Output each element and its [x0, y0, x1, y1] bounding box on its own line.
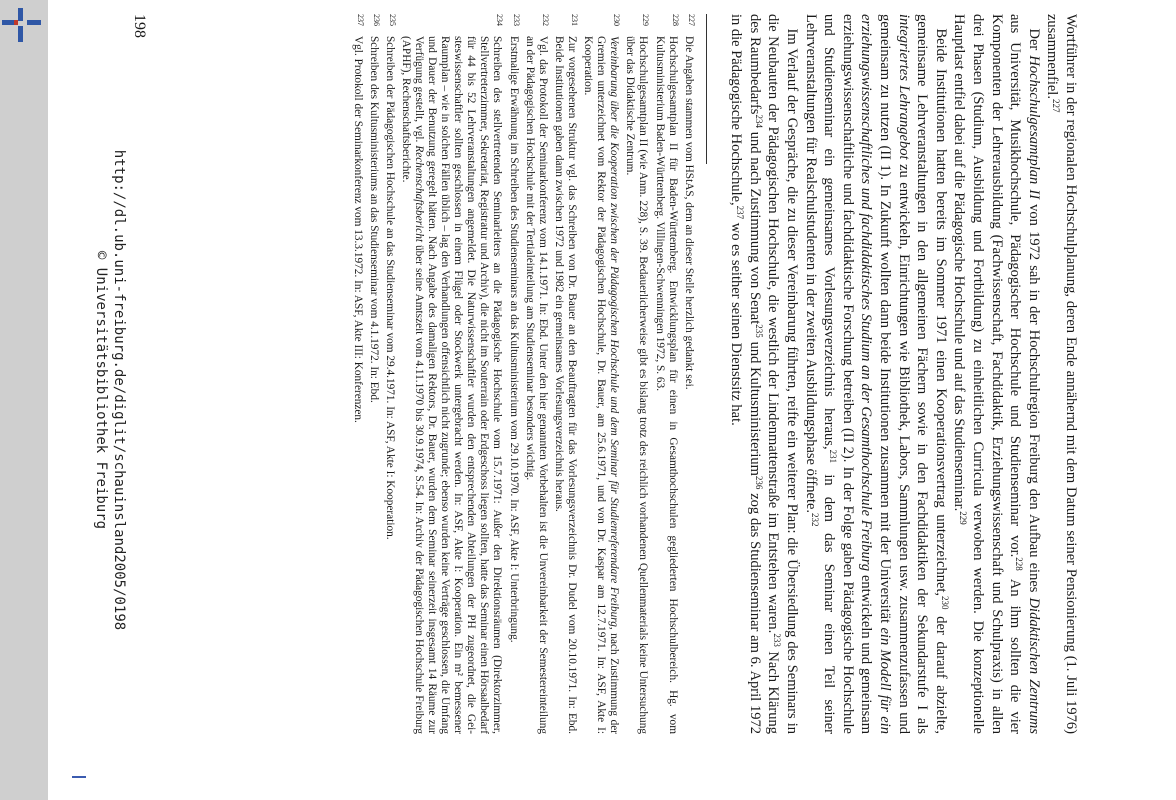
footnote-number: 230 [612, 14, 622, 26]
footnote-number: 232 [540, 14, 550, 26]
scanned-page [48, 0, 1176, 800]
text-run: Die Angaben stammen vom HStAS, dem an dieser Stelle herzlich gedankt sei. [682, 36, 695, 390]
footnote-number: 231 [569, 14, 579, 26]
text-run: Vgl. das Protokoll der Seminarkonferenz vom 14.1.1971. In: Ebd. Unter den hier genannten Vorbehalten ist die Unvereinbarkeit der Semestereinteilung an der Pädagogischen Hochschule mit der Tertialeinteilung am Studienseminar besonders wichtig. [523, 36, 549, 734]
body-text [727, 14, 1080, 734]
page-text [350, 14, 1080, 734]
footnote-ref: 231 [828, 449, 839, 464]
text-run: über seine Amtszeit vom 4.11.1970 bis 30.9.1974, S.54. In: Archiv der Pädagogischen Hochschule Freiburg (APHF), Rechenschaftsberichte. [399, 36, 425, 734]
footnote [383, 14, 399, 734]
italic-text: integriertes Lehrangebot [895, 14, 912, 160]
viewer-sidebar [0, 0, 48, 800]
italic-text: Rechenschaftsbericht [412, 145, 425, 242]
italic-text: ein Modell für ein erziehungswissenschaftliches und fachdidaktisches Studium an der Gesamthochschule Freiburg [858, 14, 894, 734]
text-run: Zur vorgesehenen Struktur vgl. das Schreiben von Dr. Bauer an den Beauftragten für das Vorlesungsverzeichnis Dr. Dudel vom 20.10.1971. In: Ebd. Beide Institutionen gaben dann zwischen 1972 und 1982 ein gemeinsames Vorlesungsverzeichnis heraus. [552, 36, 578, 734]
footnote [623, 14, 652, 734]
text-run: , nach Zustimmung der Gremien unterzeichnet vom Rektor der Pädagogischen Hochschule, Dr. Bauer, am 25.6.1971, und von Dr. Kaspar am 12.7.1971. In: ASF, Akte I: Kooperation. [582, 36, 621, 734]
footnote-ref: 235 [753, 324, 764, 338]
text-run: Schreiben des Kultusministeriums an das Studienseminar vom 4.1.1972. In: Ebd. [367, 36, 380, 403]
watermark-url: http://dl.ub.uni-freiburg.de/diglit/schauinsland2005/0198 [111, 149, 127, 631]
text-run: Im Verlauf der Gespräche, die zu dieser Vereinbarung führten, reifte ein weiterer Plan: die Übersiedlung des Seminars in die Neubauten der Pädagogischen Hochschule, die westlich der Lindenmattenstraße im Entstehen waren. [765, 14, 801, 734]
page-edge-marker [72, 776, 86, 778]
text-run: Schreiben der Pädagogischen Hochschule an das Studienseminar vom 29.4.1971. In: ASF, Akte I: Kooperation. [383, 36, 396, 540]
text-run: zog das Studienseminar am 6. April 1972 in die Pädagogische Hochschule, [728, 14, 763, 735]
footnote-number: 233 [511, 14, 521, 26]
body-paragraph [950, 14, 1043, 734]
footnote-ref: 227 [1051, 98, 1062, 113]
footnote-number: 229 [641, 14, 651, 26]
footnote-ref: 233 [772, 633, 783, 647]
text-run: An ihm sollten die vier Komponenten der Lehrerausbildung (Fachwissenschaft, Fachdidaktik, Erziehungswissenschaft und Schulpraxis) in allen drei Phasen (Studium, Ausbildung und Fortbildung) zu einheitlichen Curricula verwoben werden. Die konzeptionelle Hauptlast entfiel dabei auf die Pädagogische Hochschule und auf das Studienseminar. [951, 14, 1024, 734]
footnote [367, 14, 383, 734]
text-run: Vgl. Protokoll der Seminarkonferenz vom 13.3.1972. In: ASF, Akte III: Konferenzen. [351, 36, 364, 423]
footnote [552, 14, 581, 734]
italic-text: Didaktischen Zentrums [1025, 597, 1042, 734]
footnote [399, 14, 507, 734]
text-run: und nach Zustimmung von Senat [746, 127, 763, 325]
footnote [350, 14, 366, 734]
italic-text: Vereinbarung über die Kooperation zwischen der Pädagogischen Hochschule und dem Seminar für Studienreferendare Freiburg [608, 36, 621, 627]
text-run: Nach Klärung des Raumbedarfs [746, 14, 782, 735]
footnote-ref: 236 [753, 475, 764, 490]
italic-text: Hochschulgesamtplan II [1025, 55, 1042, 200]
text-run: entwickeln und gemeinsam erziehungswissenschaftliche und fachdidaktische Forschung betreiben (II 2). In der Folge gaben Pädagogische Hochschule und Studienseminar ein gemeinsames Vorlesungsverzeichnis heraus, [821, 14, 875, 734]
text-run: der darauf abzielte, gemeinsame Lehrveranstaltungen in den allgemeinen Fächern sowie in den Fachdidaktiken der Sekundarstufe I als [914, 14, 949, 734]
body-paragraph [1043, 14, 1080, 734]
footnote [682, 14, 698, 734]
text-run: wo es seither seinen Dienstsitz hat. [728, 219, 745, 426]
university-freiburg-logo-icon [2, 6, 42, 46]
text-run: Hochschulgesamtplan II (wie Anm. 228), S. 39. Bedauerlicherweise gibt es bislang trotz des reichlich vorhandenen Quellenmaterials keine Untersuchung über das Didaktische Zentrum. [624, 36, 650, 734]
footnote-ref: 229 [958, 511, 969, 525]
text-run: Schreiben des stellvertretenden Seminarleiters an die Pädagogische Hochschule vom 15.7.1971: Außer den Direktionsräumen (Direktorzimmer, Stellvertreterzimmer, Sekretariat, Registratur und Archiv), die nicht im Souterrain oder Erdgeschoss liegen sollten, hatte das Seminar einen Hörsaalbedarf für 44 bis 52 Lehrveranstaltungen angemeldet. Die Naturwissenschaftler wurden den entsprechenden Abteilungen der PH zugeordnet, die Geisteswissenschaftler sollten geschlossen in einem Flügel oder Stockwerk untergebracht werden. In: ASF, Akte I: Kooperation. Ein m² bemessener Raumplan – wie in solchen Fällen üblich – lag den Verhandlungen offensichtlich nicht zugrunde; ebenso wurden keine Verträge geschlossen, die Umfang und Dauer der Benutzung geregelt hätten. Nach Angabe des damaligen Rektors, Dr. Bauer, wurden dem Seminar seinerzeit insgesamt 14 Räume zur Verfügung gestellt, vgl. [412, 36, 504, 734]
text-run: aus Universität, Musikhochschule, Pädagogischer Hochschule und Studienseminar vor. [1007, 14, 1024, 558]
watermark-copyright: © Universitätsbibliothek Freiburg [93, 250, 109, 530]
footnote-ref: 232 [809, 513, 820, 527]
footnote [523, 14, 552, 734]
text-run: von 1972 sah in der Hochschulregion Freiburg den Aufbau eines [1025, 199, 1042, 598]
text-run: Wortführer in der regionalen Hochschulplanung, deren Ende annähernd mit dem Datum seiner Pensionierung (1. Juli 1976) zusammenfiel. [1044, 14, 1079, 734]
body-paragraph [727, 14, 801, 734]
footnote-number: 228 [670, 14, 680, 26]
footnote-number: 227 [686, 14, 696, 26]
text-run: in dem das Seminar einen Teil seiner Lehrveranstaltungen für Realschulstudenten in der zweiten Ausbildungsphase öffnete. [802, 14, 838, 734]
text-run: Beide Institutionen hatten bereits im Sommer 1971 einen Kooperationsvertrag unterzeichnet, [932, 28, 949, 597]
footnote-number: 236 [371, 14, 381, 26]
text-run: Hochschulgesamtplan II für Baden-Württemberg. Entwicklungsplan für einen in Gesamthochschulen gegliederten Hochschulbereich. Hg. vom Kultusministerium Baden-Württemberg. Villingen-Schwenningen 1972, S. 63. [653, 36, 679, 734]
footnote-rule [706, 14, 707, 164]
page-number: 198 [131, 14, 148, 38]
body-paragraph [801, 14, 950, 734]
footnote-number: 237 [355, 14, 365, 26]
footnote [507, 14, 523, 734]
text-run: Erstmalige Erwähnung im Schreiben des Studienseminars an das Kultusministerium vom 29.10.1970. In: ASF, Akte I: Unterbringung. [507, 36, 520, 643]
footnote [581, 14, 623, 734]
footnote-number: 234 [495, 14, 505, 26]
text-run: und Kultusministerium [746, 337, 763, 476]
footnote [652, 14, 681, 734]
text-run: zu entwickeln, Einrichtungen wie Bibliothek, Labors, Sammlungen usw. zusammenzufassen und gemeinsam zu nutzen (II 1). In Zukunft wollten dann beide Institutionen zusammen mit der Universität [877, 14, 912, 734]
footnote-ref: 230 [939, 596, 950, 610]
footnotes [350, 14, 697, 734]
footnote-number: 235 [387, 14, 397, 26]
footnote-ref: 228 [1014, 557, 1025, 571]
footnote-ref: 234 [753, 114, 764, 128]
footnote-ref: 237 [735, 205, 746, 220]
text-run: Der [1025, 28, 1042, 56]
watermark [92, 10, 128, 770]
